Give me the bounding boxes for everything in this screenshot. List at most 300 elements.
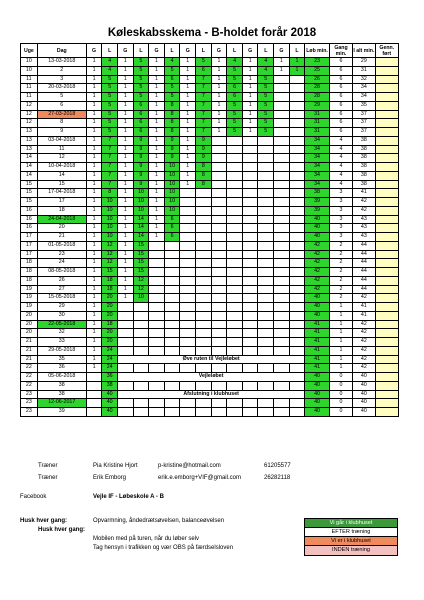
cell-g: 1	[180, 75, 196, 84]
cell-dag: 32	[37, 329, 86, 338]
cell-l: 5	[133, 75, 149, 84]
cell-ialt: 42	[353, 206, 375, 215]
cell-l: 9	[164, 154, 180, 163]
cell-g	[180, 338, 196, 347]
cell-l	[258, 198, 274, 207]
cell-l: 24	[102, 346, 118, 355]
cell-g: 1	[86, 84, 102, 93]
cell-l	[289, 75, 305, 84]
cell-l: 5	[164, 84, 180, 93]
cell-genn	[375, 93, 398, 102]
cell-g	[149, 259, 165, 268]
cell-uge: 22	[21, 364, 38, 373]
cell-l: 20	[102, 311, 118, 320]
cell-l: 5	[164, 66, 180, 75]
cell-l	[289, 154, 305, 163]
cell-l	[258, 241, 274, 250]
cell-l: 10	[164, 198, 180, 207]
cell-l: 6	[227, 93, 243, 102]
cell-l	[227, 294, 243, 303]
cell-l: 40	[102, 408, 118, 417]
cell-g	[117, 311, 133, 320]
cell-genn	[375, 224, 398, 233]
trainer-2-label: Træner	[38, 475, 58, 481]
cell-l	[258, 136, 274, 145]
cell-g: 1	[117, 93, 133, 102]
cell-g: 1	[242, 128, 258, 137]
cell-g: 1	[86, 268, 102, 277]
cell-l: 5	[196, 58, 212, 67]
cell-dag: 38	[37, 390, 86, 399]
cell-genn	[375, 346, 398, 355]
cell-g	[274, 268, 290, 277]
cell-g	[180, 408, 196, 417]
cell-ialt: 41	[353, 303, 375, 312]
cell-g	[274, 408, 290, 417]
cell-l: 18	[102, 285, 118, 294]
cell-g	[180, 285, 196, 294]
cell-l: 7	[102, 180, 118, 189]
cell-l: 9	[133, 136, 149, 145]
cell-g: 1	[211, 110, 227, 119]
cell-uge: 13	[21, 145, 38, 154]
cell-g: 1	[86, 180, 102, 189]
table-row	[21, 101, 399, 110]
cell-genn	[375, 268, 398, 277]
cell-l	[227, 399, 243, 408]
cell-g	[211, 136, 227, 145]
cell-g	[242, 198, 258, 207]
cell-l	[196, 381, 212, 390]
cell-l	[258, 154, 274, 163]
table-row	[21, 320, 399, 329]
cell-l	[289, 303, 305, 312]
cell-genn	[375, 58, 398, 67]
cell-l	[164, 320, 180, 329]
cell-l	[164, 250, 180, 259]
cell-l	[258, 224, 274, 233]
cell-lob: 41	[305, 346, 330, 355]
cell-l	[196, 329, 212, 338]
cell-l: 4	[102, 66, 118, 75]
cell-l	[164, 338, 180, 347]
cell-dag: 08-05-2018	[37, 268, 86, 277]
cell-dag: 15	[37, 180, 86, 189]
cell-ialt: 29	[353, 58, 375, 67]
cell-g: 1	[211, 119, 227, 128]
cell-l: 6	[133, 128, 149, 137]
cell-g: 1	[149, 180, 165, 189]
cell-dag: 13-03-2018	[37, 58, 86, 67]
cell-lob: 41	[305, 329, 330, 338]
cell-uge: 21	[21, 338, 38, 347]
cell-lob: 40	[305, 399, 330, 408]
cell-g: 1	[180, 163, 196, 172]
cell-g: 1	[86, 338, 102, 347]
cell-l: 10	[102, 206, 118, 215]
cell-genn	[375, 241, 398, 250]
cell-gang: 6	[329, 119, 352, 128]
cell-g: 1	[86, 241, 102, 250]
header-l: L	[196, 44, 212, 58]
cell-gang: 0	[329, 399, 352, 408]
cell-lob: 42	[305, 259, 330, 268]
cell-l	[289, 268, 305, 277]
cell-ialt: 44	[353, 259, 375, 268]
cell-g	[242, 338, 258, 347]
cell-g: 1	[242, 110, 258, 119]
cell-l	[289, 381, 305, 390]
cell-g: 1	[117, 285, 133, 294]
cell-g	[242, 408, 258, 417]
cell-g: 1	[180, 180, 196, 189]
cell-l	[258, 206, 274, 215]
cell-genn	[375, 233, 398, 242]
cell-l: 9	[133, 145, 149, 154]
cell-lob: 42	[305, 276, 330, 285]
cell-g: 1	[117, 66, 133, 75]
cell-uge: 12	[21, 110, 38, 119]
cell-genn	[375, 154, 398, 163]
husk-label: Husk hver gang:	[20, 518, 68, 524]
cell-g	[274, 180, 290, 189]
trainer-1-email[interactable]: p-kristine@hotmail.com	[158, 463, 221, 469]
cell-l	[227, 180, 243, 189]
cell-dag: 23	[37, 250, 86, 259]
table-row	[21, 136, 399, 145]
cell-l	[258, 346, 274, 355]
cell-ialt: 38	[353, 136, 375, 145]
cell-g: 1	[274, 66, 290, 75]
cell-dag: 15-05-2018	[37, 294, 86, 303]
cell-g: 1	[149, 75, 165, 84]
table-row	[21, 119, 399, 128]
cell-l	[258, 189, 274, 198]
cell-l	[196, 338, 212, 347]
cell-l: 5	[227, 110, 243, 119]
cell-g: 1	[117, 241, 133, 250]
cell-genn	[375, 128, 398, 137]
cell-l: 12	[133, 276, 149, 285]
cell-l	[227, 154, 243, 163]
cell-ialt: 32	[353, 75, 375, 84]
page-title: Køleskabsskema - B-holdet forår 2018	[107, 27, 317, 39]
cell-l: 8	[102, 189, 118, 198]
cell-genn	[375, 163, 398, 172]
header-g: G	[86, 44, 102, 58]
cell-l	[227, 285, 243, 294]
header-g: G	[242, 44, 258, 58]
cell-g: 1	[86, 346, 102, 355]
cell-lob: 34	[305, 163, 330, 172]
cell-genn	[375, 355, 398, 364]
cell-l	[258, 408, 274, 417]
cell-g	[211, 206, 227, 215]
cell-uge: 10	[21, 58, 38, 67]
cell-l	[164, 408, 180, 417]
cell-gang: 6	[329, 84, 352, 93]
cell-g: 1	[180, 136, 196, 145]
cell-g	[180, 233, 196, 242]
training-schedule-table	[20, 43, 399, 417]
cell-uge: 12	[21, 119, 38, 128]
cell-uge: 23	[21, 399, 38, 408]
cell-l	[227, 329, 243, 338]
cell-l	[227, 408, 243, 417]
cell-l: 5	[258, 93, 274, 102]
cell-g	[149, 303, 165, 312]
cell-g	[86, 408, 102, 417]
cell-genn	[375, 189, 398, 198]
cell-g	[211, 311, 227, 320]
cell-l	[227, 303, 243, 312]
cell-g: 1	[86, 189, 102, 198]
cell-g: 1	[117, 110, 133, 119]
cell-genn	[375, 408, 398, 417]
cell-ialt: 44	[353, 268, 375, 277]
cell-l: 4	[258, 66, 274, 75]
cell-genn	[375, 364, 398, 373]
cell-g	[149, 276, 165, 285]
cell-l	[258, 320, 274, 329]
cell-lob: 40	[305, 381, 330, 390]
cell-genn	[375, 136, 398, 145]
cell-g	[117, 329, 133, 338]
cell-ialt: 38	[353, 180, 375, 189]
cell-gang: 4	[329, 145, 352, 154]
cell-g: 1	[117, 206, 133, 215]
cell-l: 9	[196, 136, 212, 145]
cell-ialt: 38	[353, 163, 375, 172]
cell-g	[274, 233, 290, 242]
cell-l	[258, 276, 274, 285]
cell-dag: 17-04-2018	[37, 189, 86, 198]
cell-l	[289, 163, 305, 172]
cell-uge: 21	[21, 355, 38, 364]
cell-g	[149, 346, 165, 355]
cell-g: 1	[180, 119, 196, 128]
cell-l	[227, 268, 243, 277]
legend-pink: INDEN træning	[304, 545, 398, 556]
cell-g: 1	[86, 66, 102, 75]
cell-l: 5	[102, 128, 118, 137]
cell-g: 1	[117, 163, 133, 172]
cell-uge: 15	[21, 180, 38, 189]
cell-l: 5	[133, 84, 149, 93]
cell-l	[258, 399, 274, 408]
cell-l: 5	[227, 66, 243, 75]
cell-lob: 34	[305, 180, 330, 189]
cell-l: 6	[133, 119, 149, 128]
cell-ialt: 44	[353, 250, 375, 259]
cell-gang: 1	[329, 355, 352, 364]
cell-uge: 20	[21, 311, 38, 320]
table-row	[21, 285, 399, 294]
cell-genn	[375, 276, 398, 285]
cell-g	[242, 294, 258, 303]
cell-g	[242, 364, 258, 373]
cell-ialt: 42	[353, 364, 375, 373]
cell-g	[211, 198, 227, 207]
cell-l	[227, 215, 243, 224]
cell-l	[289, 224, 305, 233]
cell-uge: 11	[21, 84, 38, 93]
cell-l: 6	[164, 233, 180, 242]
cell-l	[227, 145, 243, 154]
cell-g: 1	[180, 128, 196, 137]
cell-lob: 28	[305, 93, 330, 102]
cell-ialt: 44	[353, 276, 375, 285]
cell-l	[289, 399, 305, 408]
cell-g: 1	[86, 75, 102, 84]
cell-g	[117, 338, 133, 347]
cell-l	[289, 198, 305, 207]
cell-l	[164, 303, 180, 312]
cell-l: 24	[102, 364, 118, 373]
cell-gang: 4	[329, 163, 352, 172]
cell-g	[274, 303, 290, 312]
cell-g: 1	[180, 66, 196, 75]
cell-lob: 40	[305, 224, 330, 233]
cell-g	[180, 346, 196, 355]
cell-l	[164, 241, 180, 250]
cell-dag: 36	[37, 364, 86, 373]
cell-l	[133, 329, 149, 338]
cell-l: 24	[102, 355, 118, 364]
cell-uge: 15	[21, 189, 38, 198]
cell-l: 8	[164, 128, 180, 137]
cell-g: 1	[180, 110, 196, 119]
cell-g	[149, 364, 165, 373]
cell-l: 8	[164, 101, 180, 110]
table-row	[21, 329, 399, 338]
cell-g	[180, 241, 196, 250]
cell-l	[164, 311, 180, 320]
cell-g: 1	[86, 215, 102, 224]
cell-lob: 41	[305, 364, 330, 373]
cell-l	[289, 250, 305, 259]
cell-dag: 35	[37, 355, 86, 364]
facebook-label: Facebook	[20, 494, 47, 500]
cell-g: 1	[117, 171, 133, 180]
cell-g	[211, 154, 227, 163]
cell-g: 1	[274, 58, 290, 67]
cell-g	[117, 303, 133, 312]
cell-uge: 20	[21, 320, 38, 329]
cell-dag: 12	[37, 154, 86, 163]
cell-g: 1	[117, 136, 133, 145]
cell-dag: 22-05-2018	[37, 320, 86, 329]
cell-g: 1	[180, 145, 196, 154]
cell-l	[227, 346, 243, 355]
cell-l	[227, 381, 243, 390]
trainer-2-name: Erik Emborg	[93, 475, 127, 481]
cell-l	[289, 145, 305, 154]
cell-l: 5	[102, 119, 118, 128]
cell-l: 7	[196, 110, 212, 119]
cell-gang: 3	[329, 206, 352, 215]
cell-genn	[375, 75, 398, 84]
cell-l	[196, 408, 212, 417]
cell-l	[289, 110, 305, 119]
cell-genn	[375, 259, 398, 268]
cell-genn	[375, 373, 398, 382]
cell-l	[133, 311, 149, 320]
cell-g	[211, 189, 227, 198]
cell-dag: 18	[37, 206, 86, 215]
table-row	[21, 163, 399, 172]
cell-l: 7	[196, 128, 212, 137]
cell-gang: 2	[329, 276, 352, 285]
table-row	[21, 198, 399, 207]
cell-dag: 8	[37, 119, 86, 128]
table-row	[21, 241, 399, 250]
cell-l	[289, 101, 305, 110]
cell-genn	[375, 171, 398, 180]
cell-uge: 18	[21, 259, 38, 268]
cell-gang: 3	[329, 215, 352, 224]
trainer-1-label: Træner	[38, 463, 58, 469]
cell-l	[289, 119, 305, 128]
cell-g	[180, 215, 196, 224]
cell-l	[196, 346, 212, 355]
cell-lob: 40	[305, 390, 330, 399]
cell-gang: 3	[329, 189, 352, 198]
cell-dag: 14	[37, 171, 86, 180]
cell-l: 5	[102, 84, 118, 93]
cell-g	[149, 320, 165, 329]
cell-g	[117, 399, 133, 408]
cell-l: 9	[196, 154, 212, 163]
cell-gang: 4	[329, 154, 352, 163]
cell-g	[211, 285, 227, 294]
cell-uge: 14	[21, 163, 38, 172]
cell-l: 7	[102, 171, 118, 180]
cell-uge: 20	[21, 329, 38, 338]
cell-g: 1	[86, 294, 102, 303]
cell-g: 1	[242, 75, 258, 84]
cell-l	[164, 294, 180, 303]
cell-l: 8	[164, 119, 180, 128]
cell-g: 1	[117, 268, 133, 277]
cell-l: 5	[258, 84, 274, 93]
cell-g: 1	[117, 215, 133, 224]
cell-l	[196, 320, 212, 329]
cell-ialt: 41	[353, 189, 375, 198]
cell-lob: 40	[305, 373, 330, 382]
cell-g	[211, 338, 227, 347]
cell-uge: 11	[21, 75, 38, 84]
cell-l	[196, 311, 212, 320]
cell-l	[258, 268, 274, 277]
cell-ialt: 44	[353, 241, 375, 250]
cell-g	[274, 75, 290, 84]
trainer-2-email[interactable]: erik.e.emborg+VIF@gmail.com	[158, 475, 241, 481]
row-note: Afslutning i klubhuset	[117, 390, 304, 399]
cell-g: 1	[149, 233, 165, 242]
cell-l	[227, 171, 243, 180]
cell-g	[211, 250, 227, 259]
cell-g	[242, 311, 258, 320]
cell-l: 10	[133, 198, 149, 207]
cell-l	[289, 206, 305, 215]
cell-genn	[375, 101, 398, 110]
cell-l: 5	[102, 110, 118, 119]
cell-l	[289, 311, 305, 320]
cell-g: 1	[86, 329, 102, 338]
cell-l	[258, 294, 274, 303]
table-row	[21, 154, 399, 163]
